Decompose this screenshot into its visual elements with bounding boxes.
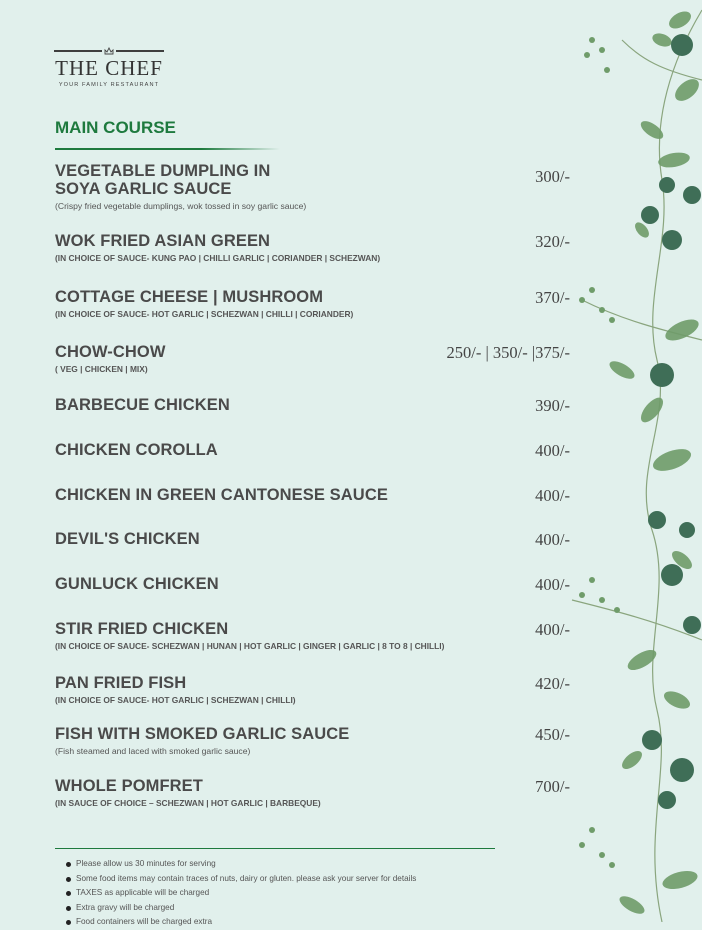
item-name: DEVIL'S CHICKEN: [55, 530, 200, 548]
item-price: 370/-: [535, 288, 570, 307]
foliage-decoration-icon: [562, 0, 702, 922]
item-price: 400/-: [535, 530, 570, 549]
note-item: TAXES as applicable will be charged: [66, 886, 416, 901]
footer-divider: [55, 848, 495, 849]
item-name: VEGETABLE DUMPLING IN SOYA GARLIC SAUCE: [55, 162, 271, 198]
item-name: COTTAGE CHEESE | MUSHROOM: [55, 288, 324, 306]
item-name: WOK FRIED ASIAN GREEN: [55, 232, 271, 250]
item-name: STIR FRIED CHICKEN: [55, 620, 229, 638]
menu-item: [55, 725, 570, 756]
item-description: (IN CHOICE OF SAUCE- KUNG PAO | CHILLI GARLIC | CORIANDER | SCHEZWAN): [55, 253, 381, 263]
section-divider: [55, 148, 280, 150]
brand-logo: [54, 46, 164, 88]
item-name: CHOW-CHOW: [55, 343, 166, 361]
item-price: 400/-: [535, 486, 570, 505]
menu-item: [55, 232, 570, 263]
menu-item: [55, 777, 570, 808]
item-name: FISH WITH SMOKED GARLIC SAUCE: [55, 725, 350, 743]
note-item: Please allow us 30 minutes for serving: [66, 857, 416, 872]
item-price: 320/-: [535, 232, 570, 251]
footer-notes: [66, 857, 416, 930]
menu-item: [55, 486, 570, 504]
menu-item: [55, 396, 570, 414]
brand-tagline: YOUR FAMILY RESTAURANT: [58, 82, 160, 88]
item-name: WHOLE POMFRET: [55, 777, 203, 795]
menu-item: [55, 620, 570, 651]
item-description: (IN CHOICE OF SAUCE- HOT GARLIC | SCHEZWAN | CHILLI): [55, 695, 296, 705]
item-description: (Fish steamed and laced with smoked garlic sauce): [55, 746, 251, 756]
item-name: CHICKEN COROLLA: [55, 441, 218, 459]
menu-item: [55, 343, 570, 374]
item-name: CHICKEN IN GREEN CANTONESE SAUCE: [55, 486, 388, 504]
menu-item: [55, 441, 570, 459]
note-item: Extra gravy will be charged: [66, 901, 416, 916]
item-price: 400/-: [535, 575, 570, 594]
crown-icon: [104, 47, 114, 55]
item-price: 400/-: [535, 620, 570, 639]
item-description: (IN SAUCE OF CHOICE – SCHEZWAN | HOT GARLIC | BARBEQUE): [55, 798, 321, 808]
item-price: 300/-: [535, 167, 570, 186]
item-description: (Crispy fried vegetable dumplings, wok tossed in soy garlic sauce): [55, 201, 307, 211]
section-title: MAIN COURSE: [55, 118, 176, 137]
item-name: PAN FRIED FISH: [55, 674, 187, 692]
menu-item: [55, 674, 570, 705]
note-item: Food containers will be charged extra: [66, 915, 416, 930]
logo-rule: [54, 46, 164, 56]
item-price: 400/-: [535, 441, 570, 460]
menu-item: [55, 530, 570, 548]
item-price: 390/-: [535, 396, 570, 415]
item-price: 250/- | 350/- |375/-: [446, 343, 570, 362]
note-item: Some food items may contain traces of nuts, dairy or gluten. please ask your server for details: [66, 872, 416, 887]
item-description: (IN CHOICE OF SAUCE- HOT GARLIC | SCHEZWAN | CHILLI | CORIANDER): [55, 309, 354, 319]
item-price: 700/-: [535, 777, 570, 796]
item-price: 420/-: [535, 674, 570, 693]
item-description: (IN CHOICE OF SAUCE- SCHEZWAN | HUNAN | HOT GARLIC | GINGER | GARLIC | 8 TO 8 | CHILLI): [55, 641, 445, 651]
item-price: 450/-: [535, 725, 570, 744]
item-description: ( VEG | CHICKEN | MIX): [55, 364, 148, 374]
menu-item: [55, 288, 570, 319]
menu-item: [55, 575, 570, 593]
item-name: GUNLUCK CHICKEN: [55, 575, 219, 593]
brand-name: THE CHEF: [55, 56, 163, 80]
item-name: BARBECUE CHICKEN: [55, 396, 230, 414]
menu-item: [55, 162, 570, 211]
